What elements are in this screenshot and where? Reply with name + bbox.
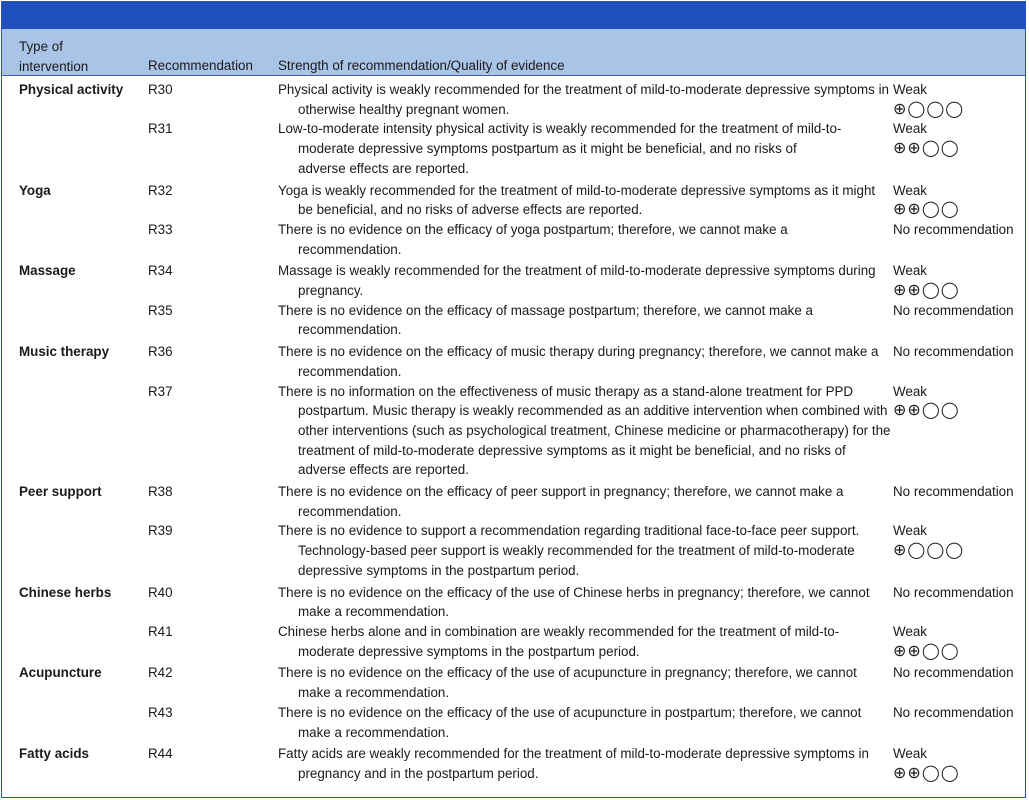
title-bar — [2, 2, 1025, 29]
recommendation-id: R34 — [148, 263, 173, 279]
strength-quality-cell — [893, 301, 1025, 340]
intervention-type: Massage — [19, 263, 76, 279]
intervention-type — [2, 622, 148, 661]
recommendation-id: R35 — [148, 302, 173, 318]
intervention-type — [2, 703, 148, 742]
recommendation-id: R37 — [148, 383, 173, 399]
recommendation-text: There is no evidence on the efficacy of the use of acupuncture in postpartum; therefore, we cannot make a recommendation. — [278, 704, 862, 740]
intervention-type: Yoga — [19, 182, 51, 198]
strength-label: Weak — [893, 623, 927, 639]
table-row — [2, 583, 1025, 622]
recommendation-text: There is no evidence on the efficacy of music therapy during pregnancy; therefore, we cannot make a recommendation. — [278, 344, 879, 379]
strength-label: Weak — [893, 383, 927, 399]
quality-of-evidence-symbols: ⊕⊕◯◯ — [893, 140, 960, 158]
strength-quality-cell — [893, 583, 1025, 622]
table-row — [2, 119, 1025, 178]
table-row — [2, 521, 1025, 580]
strength-label: Weak — [893, 523, 927, 539]
header-type-of-intervention: Type of intervention — [19, 39, 89, 74]
quality-of-evidence-symbols: ⊕⊕◯◯ — [893, 282, 960, 300]
strength-label: No recommendation — [893, 584, 1014, 600]
recommendation-text: There is no evidence on the efficacy of massage postpartum; therefore, we cannot make a recommendation. — [278, 302, 813, 338]
strength-quality-cell — [893, 663, 1025, 702]
quality-of-evidence-symbols: ⊕◯◯◯ — [893, 100, 965, 118]
table-row — [2, 181, 1025, 220]
strength-quality-cell — [893, 382, 1025, 481]
intervention-type: Acupuncture — [19, 665, 102, 681]
strength-quality-cell — [893, 482, 1025, 521]
table-row — [2, 261, 1025, 300]
intervention-type: Peer support — [19, 484, 102, 500]
strength-label: Weak — [893, 182, 927, 198]
table-row — [2, 482, 1025, 521]
strength-label: No recommendation — [893, 704, 1014, 720]
header-strength-quality: Strength of recommendation/Quality of evidence — [278, 58, 565, 73]
strength-label: Weak — [893, 263, 927, 279]
recommendation-id: R30 — [148, 82, 173, 97]
strength-quality-cell — [893, 744, 1025, 783]
quality-of-evidence-symbols: ⊕⊕◯◯ — [893, 201, 960, 219]
recommendation-text: Physical activity is weakly recommended for the treatment of mild-to-moderate depressive symptoms in otherwise healthy pregnant women. — [278, 82, 889, 117]
recommendation-text: There is no evidence to support a recommendation regarding traditional face-to-face peer support. Technology-based peer support is weakly recommended for the treatment of mild-to-moderate depressive symptoms in the postpartum period. — [278, 523, 860, 578]
strength-label: No recommendation — [893, 665, 1014, 681]
table-body — [2, 76, 1025, 784]
recommendation-id: R36 — [148, 344, 173, 360]
recommendation-text: Chinese herbs alone and in combination are weakly recommended for the treatment of mild-to-moderate depressive symptoms in the postpartum period. — [278, 623, 840, 659]
header-recommendation: Recommendation — [148, 58, 253, 73]
recommendation-id: R38 — [148, 484, 173, 500]
table-header — [2, 29, 1025, 76]
strength-label: No recommendation — [893, 302, 1014, 318]
table-row — [2, 744, 1025, 783]
recommendation-id: R44 — [148, 746, 173, 762]
strength-label: No recommendation — [893, 484, 1014, 500]
intervention-type — [2, 382, 148, 481]
table-row — [2, 622, 1025, 661]
recommendation-text: There is no evidence on the efficacy of yoga postpartum; therefore, we cannot make a recommendation. — [278, 221, 788, 257]
recommendation-text: There is no evidence on the efficacy of the use of Chinese herbs in pregnancy; therefore, we cannot make a recommendation. — [278, 584, 870, 620]
table-row — [2, 663, 1025, 702]
strength-label: Weak — [893, 82, 927, 97]
quality-of-evidence-symbols: ⊕⊕◯◯ — [893, 764, 960, 782]
strength-quality-cell — [893, 521, 1025, 580]
strength-quality-cell — [893, 261, 1025, 300]
intervention-type — [2, 301, 148, 340]
intervention-type: Chinese herbs — [19, 584, 112, 600]
strength-label: No recommendation — [893, 221, 1014, 237]
strength-quality-cell — [893, 220, 1025, 259]
strength-label: Weak — [893, 746, 927, 762]
table-row — [2, 301, 1025, 340]
recommendation-id: R42 — [148, 665, 173, 681]
recommendation-id: R39 — [148, 523, 173, 539]
table-frame — [1, 1, 1026, 798]
intervention-type: Physical activity — [19, 82, 124, 97]
strength-label: No recommendation — [893, 344, 1014, 360]
recommendation-text: There is no evidence on the efficacy of the use of acupuncture in pregnancy; therefore, we cannot make a recommendation. — [278, 665, 857, 701]
recommendation-text: Low-to-moderate intensity physical activity is weakly recommended for the treatment of mild-to-moderate depressive symptoms postpartum as it might be beneficial, and no risks of adverse effects are reported. — [278, 121, 842, 176]
intervention-type: Fatty acids — [19, 746, 89, 762]
recommendation-id: R40 — [148, 584, 173, 600]
recommendation-text: There is no information on the effectiveness of music therapy as a stand-alone treatment for PPD postpartum. Music therapy is weakly recommended as an additive intervention when combined with other interventions (such as psychological treatment, Chinese medicine or pharmacotherapy) for the treatment of mild-to-moderate depressive symptoms as it might be beneficial, and no risks of adverse effects are reported. — [278, 383, 891, 478]
recommendation-text: Yoga is weakly recommended for the treatment of mild-to-moderate depressive symptoms as it might be beneficial, and no risks of adverse effects are reported. — [278, 182, 876, 218]
quality-of-evidence-symbols: ⊕⊕◯◯ — [893, 402, 960, 420]
strength-quality-cell — [893, 622, 1025, 661]
quality-of-evidence-symbols: ⊕◯◯◯ — [893, 542, 965, 560]
strength-quality-cell — [893, 342, 1025, 381]
recommendation-id: R43 — [148, 704, 173, 720]
quality-of-evidence-symbols: ⊕⊕◯◯ — [893, 642, 960, 660]
intervention-type: Music therapy — [19, 344, 110, 360]
strength-quality-cell — [893, 80, 1025, 119]
table-row — [2, 703, 1025, 742]
strength-quality-cell — [893, 703, 1025, 742]
table-row — [2, 220, 1025, 259]
intervention-type — [2, 521, 148, 580]
table-row — [2, 80, 1025, 119]
recommendation-id: R41 — [148, 623, 173, 639]
intervention-type — [2, 119, 148, 178]
strength-label: Weak — [893, 121, 927, 137]
recommendation-id: R31 — [148, 121, 173, 137]
strength-quality-cell — [893, 119, 1025, 178]
table-row — [2, 342, 1025, 381]
strength-quality-cell — [893, 181, 1025, 220]
recommendation-text: Fatty acids are weakly recommended for the treatment of mild-to-moderate depressive symptoms in pregnancy and in the postpartum period. — [278, 746, 869, 781]
recommendation-text: There is no evidence on the efficacy of peer support in pregnancy; therefore, we cannot make a recommendation. — [278, 484, 844, 519]
recommendation-id: R33 — [148, 221, 173, 237]
table-row — [2, 382, 1025, 481]
recommendation-id: R32 — [148, 182, 173, 198]
recommendation-text: Massage is weakly recommended for the treatment of mild-to-moderate depressive symptoms during pregnancy. — [278, 263, 876, 299]
intervention-type — [2, 220, 148, 259]
